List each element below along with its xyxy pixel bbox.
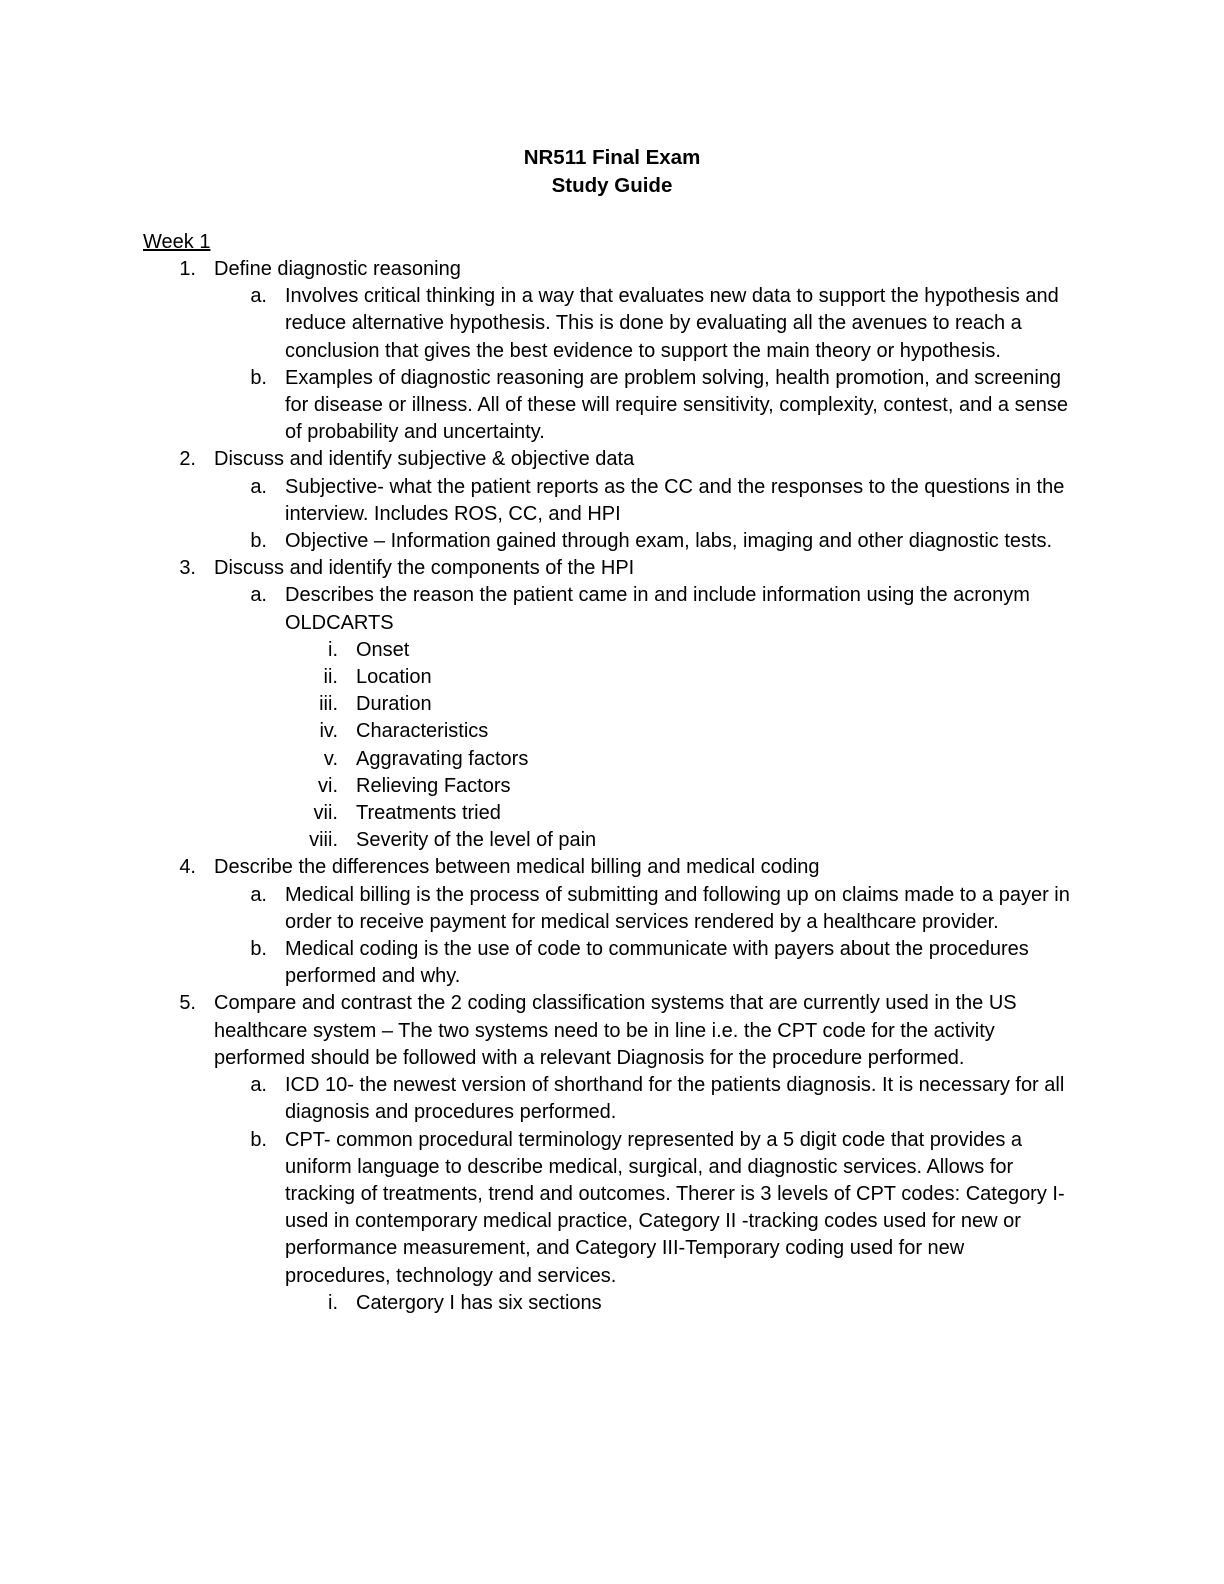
oldcarts-item — [0, 637, 1224, 664]
answer-text: Examples of diagnostic reasoning are problem solving, health promotion, and screening for disease or illness. All of these will require sensitivity, complexity, contest, and a sense of probability and uncertainty. — [285, 366, 1068, 444]
oldcarts-text: Onset — [356, 638, 410, 661]
oldcarts-item — [0, 827, 1224, 854]
section-heading-week-1: Week 1 — [143, 231, 211, 253]
list-marker: a. — [250, 883, 267, 906]
question-text: Define diagnostic reasoning — [214, 258, 461, 280]
list-marker: b. — [250, 1128, 267, 1151]
answer-4b — [0, 936, 1224, 990]
list-marker: i. — [328, 638, 338, 661]
question-text: Compare and contrast the 2 coding classification systems that are currently used in the US healthcare system – The two systems need to be in line i.e. the CPT code for the activity performed should be followed with a relevant Diagnosis for the procedure performed. — [214, 992, 1017, 1069]
outline-list — [0, 256, 1224, 1317]
answer-5a — [0, 1072, 1224, 1126]
list-marker: iv. — [319, 720, 338, 743]
oldcarts-text: Relieving Factors — [356, 774, 511, 797]
question-text: Discuss and identify subjective & objective data — [214, 448, 635, 471]
list-marker: 1. — [179, 258, 196, 280]
oldcarts-text: Duration — [356, 693, 432, 716]
question-text: Describe the differences between medical billing and medical coding — [214, 856, 820, 879]
oldcarts-text: Severity of the level of pain — [356, 829, 597, 852]
answer-1b — [0, 365, 1224, 447]
oldcarts-item — [0, 691, 1224, 718]
answer-2b — [0, 528, 1224, 555]
answer-1a — [0, 283, 1224, 365]
list-marker: a. — [250, 475, 267, 498]
list-marker: b. — [250, 530, 267, 553]
list-marker: 2. — [179, 448, 196, 471]
list-marker: b. — [250, 366, 267, 389]
list-marker: vii. — [313, 802, 338, 825]
question-3 — [0, 555, 1224, 582]
answer-text: Describes the reason the patient came in and include information using the acronym OLDCARTS — [285, 584, 1030, 634]
list-marker: b. — [250, 938, 267, 961]
answer-text: ICD 10- the newest version of shorthand for the patients diagnosis. It is necessary for all diagnosis and procedures performed. — [285, 1074, 1065, 1124]
answer-3a — [0, 582, 1224, 636]
answer-text: Medical billing is the process of submitting and following up on claims made to a payer in order to receive payment for medical services rendered by a healthcare provider. — [285, 883, 1070, 933]
list-marker: viii. — [309, 829, 338, 852]
list-marker: iii. — [319, 693, 338, 716]
answer-text: Involves critical thinking in a way that evaluates new data to support the hypothesis and reduce alternative hypothesis. This is done by evaluating all the avenues to reach a conclusion that gives the best evidence to support the main theory or hypothesis. — [285, 285, 1059, 362]
oldcarts-text: Location — [356, 666, 432, 689]
list-marker: 4. — [179, 856, 196, 879]
question-4 — [0, 854, 1224, 881]
oldcarts-item — [0, 664, 1224, 691]
list-marker: i. — [328, 1291, 338, 1314]
answer-text: CPT- common procedural terminology represented by a 5 digit code that provides a uniform language to describe medical, surgical, and diagnostic services. Allows for tracking of treatments, trend and outcomes. Therer is 3 levels of CPT codes: Category I- used in contemporary medical practice, Category II -tracking codes used for new or performance measurement, and Category III-Temporary coding used for new procedures, technology and services. — [285, 1128, 1065, 1287]
list-marker: ii. — [323, 666, 338, 689]
document-subtitle: Study Guide — [551, 174, 673, 197]
list-marker: a. — [250, 285, 267, 308]
answer-text: Subjective- what the patient reports as the CC and the responses to the questions in the interview. Includes ROS, CC, and HPI — [285, 475, 1065, 525]
category-item — [0, 1290, 1224, 1317]
answer-2a — [0, 474, 1224, 528]
oldcarts-item — [0, 718, 1224, 745]
oldcarts-text: Treatments tried — [356, 802, 501, 825]
oldcarts-item — [0, 773, 1224, 800]
oldcarts-item — [0, 800, 1224, 827]
oldcarts-text: Aggravating factors — [356, 747, 529, 770]
oldcarts-text: Characteristics — [356, 720, 489, 743]
answer-text: Objective – Information gained through exam, labs, imaging and other diagnostic tests. — [285, 530, 1053, 553]
category-text: Catergory I has six sections — [356, 1291, 602, 1314]
question-1 — [0, 256, 1224, 283]
answer-5b — [0, 1127, 1224, 1290]
list-marker: 3. — [179, 557, 196, 580]
list-marker: a. — [250, 584, 267, 607]
oldcarts-item — [0, 746, 1224, 773]
list-marker: a. — [250, 1074, 267, 1097]
document-title: NR511 Final Exam — [523, 146, 701, 169]
list-marker: v. — [323, 747, 338, 770]
question-text: Discuss and identify the components of the HPI — [214, 557, 635, 580]
list-marker: 5. — [179, 992, 196, 1015]
title-block — [0, 144, 1224, 200]
answer-text: Medical coding is the use of code to communicate with payers about the procedures performed and why. — [285, 938, 1029, 988]
answer-4a — [0, 882, 1224, 936]
question-5 — [0, 990, 1224, 1072]
question-2 — [0, 446, 1224, 473]
list-marker: vi. — [318, 774, 338, 797]
